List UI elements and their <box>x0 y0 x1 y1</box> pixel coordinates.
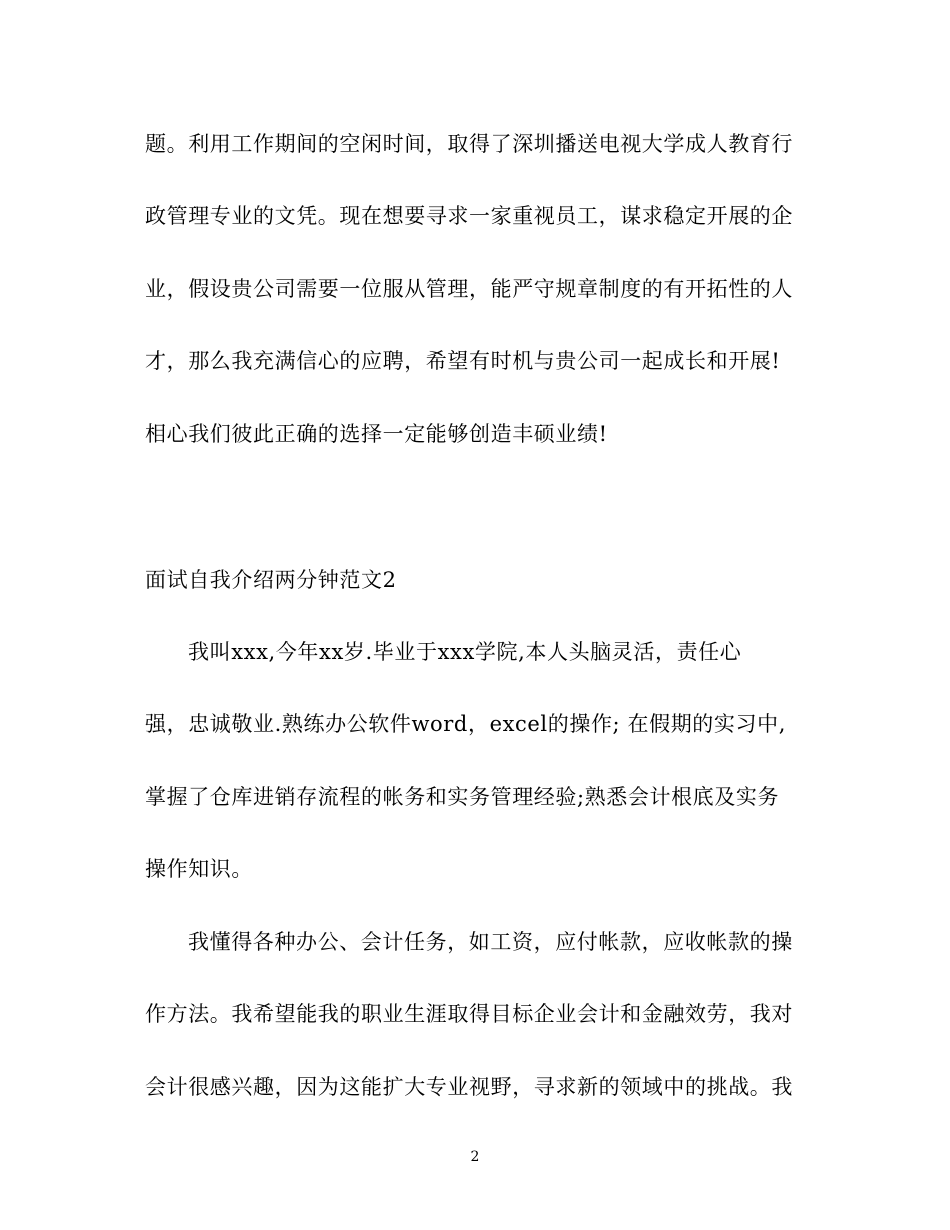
paragraph-3-line-3: 会计很感兴趣，因为这能扩大专业视野，寻求新的领域中的挑战。我 <box>145 1075 793 1099</box>
paragraph-1-line-2: 政管理专业的文凭。现在想要寻求一家重视员工，谋求稳定开展的企 <box>145 204 793 228</box>
paragraph-3-line-1: 我懂得各种办公、会计任务，如工资，应付帐款，应收帐款的操 <box>188 930 793 954</box>
paragraph-1-line-3: 业，假设贵公司需要一位服从管理，能严守规章制度的有开拓性的人 <box>145 277 793 301</box>
page-number: 2 <box>470 1149 480 1165</box>
paragraph-2-line-3: 掌握了仓库进销存流程的帐务和实务管理经验;熟悉会计根底及实务 <box>145 785 780 809</box>
paragraph-3-line-2: 作方法。我希望能我的职业生涯取得目标企业会计和金融效劳，我对 <box>145 1002 793 1026</box>
section-title: 面试自我介绍两分钟范文2 <box>145 568 397 592</box>
paragraph-2-line-1: 我叫xxx,今年xx岁.毕业于xxx学院,本人头脑灵活，责任心 <box>188 640 742 664</box>
paragraph-1-line-4: 才，那么我充满信心的应聘，希望有时机与贵公司一起成长和开展! <box>145 349 781 373</box>
paragraph-1-line-1: 题。利用工作期间的空闲时间，取得了深圳播送电视大学成人教育行 <box>145 132 793 156</box>
paragraph-2-line-2: 强，忠诚敬业.熟练办公软件word，excel的操作; 在假期的实习中, <box>145 712 786 736</box>
paragraph-2-line-4: 操作知识。 <box>145 857 253 881</box>
paragraph-1-line-5: 相心我们彼此正确的选择一定能够创造丰硕业绩! <box>145 422 608 446</box>
